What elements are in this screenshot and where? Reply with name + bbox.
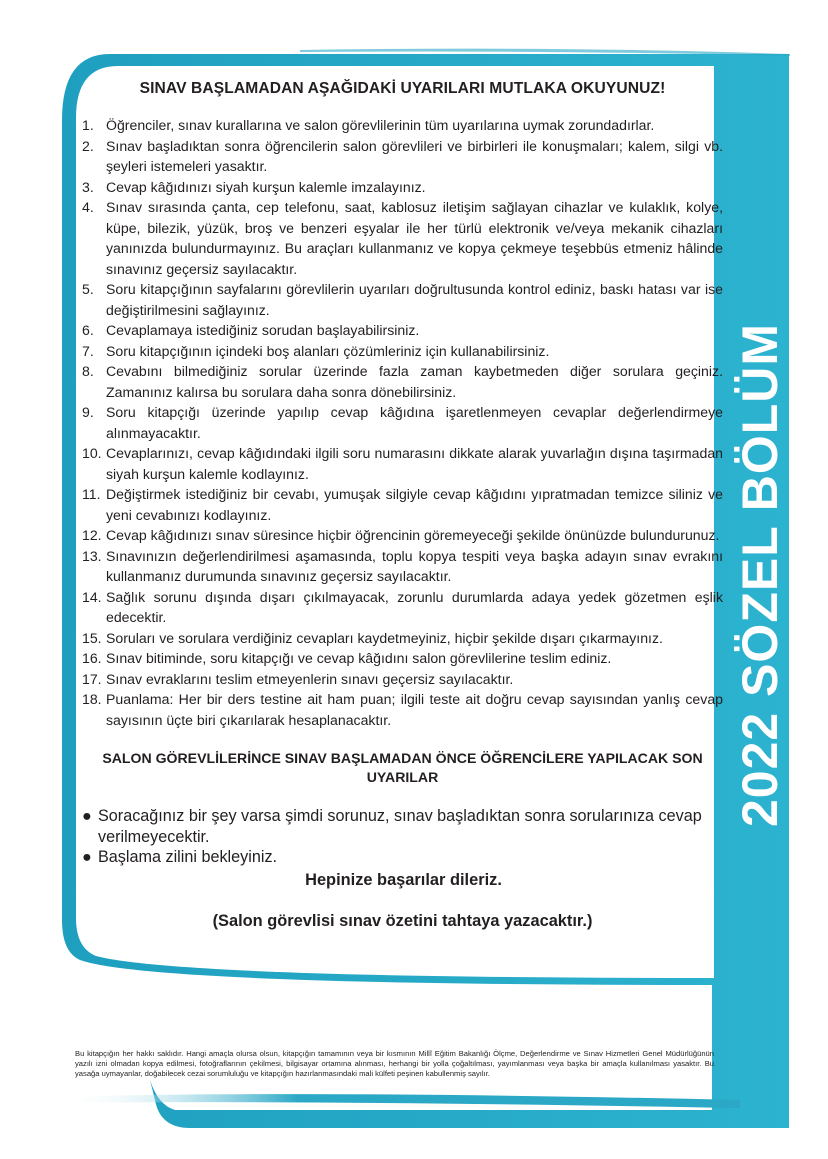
side-title-text: 2022 SÖZEL BÖLÜM (732, 322, 788, 828)
final-warnings-list (82, 806, 723, 868)
rule-item (82, 197, 723, 279)
rule-number: 4. (82, 199, 94, 215)
rule-item (82, 484, 723, 525)
rule-item (82, 587, 723, 628)
rule-number: 14. (82, 588, 102, 605)
rule-item (82, 177, 723, 198)
rule-text: Soruları ve sorulara verdiğiniz cevapları kaydetmeyiniz, hiçbir şekilde dışarı çıkarmayınız. (106, 629, 663, 646)
rule-text: Puanlama: Her bir ders testine ait ham puan; ilgili teste ait doğru cevap sayısından yanlış cevap sayısının üçte biri çıkarılarak hesaplanacaktır. (106, 691, 723, 728)
vertical-section-title (731, 305, 789, 845)
rule-number: 13. (82, 547, 102, 564)
rule-text: Cevaplarınızı, cevap kâğıdındaki ilgili soru numarasını dikkate alarak yuvarlağın dışına taşırmadan siyah kurşun kalemle kodlayınız. (106, 445, 723, 482)
rule-text: Sınav başladıktan sonra öğrencilerin salon görevlileri ve birbirleri ile konuşmaları; kalem, silgi vb. şeyleri istemeleri yasaktır. (106, 137, 723, 174)
rule-item (82, 689, 723, 730)
rule-text: Soru kitapçığının sayfalarını görevlilerin uyarıları doğrultusunda kontrol ediniz, baskı hatası var ise değiştirilmesini sağlayınız. (106, 281, 723, 318)
rule-number: 1. (82, 117, 94, 133)
main-heading: SINAV BAŞLAMADAN AŞAĞIDAKİ UYARILARI MUTLAKA OKUYUNUZ! (139, 80, 666, 97)
rule-number: 8. (82, 363, 94, 379)
closing-message: Hepinize başarılar dileriz. (305, 870, 502, 889)
rule-text: Cevabını bilmediğiniz sorular üzerinde fazla zaman kaybetmeden diğer sorulara geçiniz. Zamanınız kalırsa bu sorulara daha sonra dönebilirsiniz. (106, 363, 723, 400)
rule-text: Cevap kâğıdınızı siyah kurşun kalemle imzalayınız. (106, 178, 426, 195)
instructions-content (82, 80, 723, 931)
rule-item (82, 669, 723, 690)
rules-list (82, 115, 723, 730)
rule-item (82, 402, 723, 443)
rule-item (82, 628, 723, 649)
copyright-footer: Bu kitapçığın her hakkı saklıdır. Hangi amaçla olursa olsun, kitapçığın tamamının veya bir kısmının Millî Eğitim Bakanlığı Ölçme, Değerlendirme ve Sınav Hizmetleri Genel Müdürlüğünün yazılı izni olmadan kopya edilmesi, fotoğraflarının çekilmesi, bilgisayar ortamına alınması, herhangi bir yolla çoğaltılması, yayımlanması veya başka bir amaçla kullanılması yasaktır. Bu yasağa uymayanlar, doğabilecek cezai sorumluluğu ve kitapçığın hazırlanmasındaki mali külfeti peşinen kabullenmiş sayılır. (75, 1049, 714, 1078)
proctor-note: (Salon görevlisi sınav özetini tahtaya yazacaktır.) (212, 911, 593, 930)
bullet-dot-icon: ● (82, 848, 92, 866)
rule-text: Cevap kâğıdınızı sınav süresince hiçbir öğrencinin göremeyeceği şekilde önünüzde bulundurunuz. (106, 527, 720, 543)
rule-text: Sınav bitiminde, soru kitapçığı ve cevap kâğıdını salon görevlilerine teslim ediniz. (106, 650, 612, 666)
rule-number: 6. (82, 322, 94, 338)
warning-bullet-item (82, 847, 723, 868)
rule-text: Öğrenciler, sınav kurallarına ve salon görevlilerinin tüm uyarılarına uymak zorundadırlar. (106, 117, 655, 133)
rule-item (82, 341, 723, 362)
rule-item (82, 525, 723, 546)
rule-number: 10. (82, 445, 102, 461)
rule-text: Sağlık sorunu dışında dışarı çıkılmayacak, zorunlu durumlarda adaya yedek gözetmen eşlik edecektir. (106, 588, 723, 625)
rule-number: 7. (82, 342, 94, 359)
rule-number: 15. (82, 629, 102, 646)
rule-item (82, 546, 723, 587)
rule-item (82, 320, 723, 341)
rule-number: 18. (82, 691, 102, 707)
rule-text: Sınav sırasında çanta, cep telefonu, saat, kablosuz iletişim sağlayan cihazlar ve kulaklık, kolye, küpe, bilezik, yüzük, broş ve benzeri eşyalar ile her türlü elektronik ve/veya mekanik cihazları yanınızda bulundurmayınız. Bu araçları kullanmanız ve kopya çekmeye teşebbüs etmeniz hâlinde sınavınız geçersiz sayılacaktır. (106, 199, 723, 277)
rule-item (82, 361, 723, 402)
rule-number: 12. (82, 527, 102, 543)
rule-number: 3. (82, 178, 94, 195)
rule-text: Soru kitapçığının içindeki boş alanları çözümleriniz için kullanabilirsiniz. (106, 342, 550, 359)
final-warnings-heading: SALON GÖREVLİLERİNCE SINAV BAŞLAMADAN ÖNCE ÖĞRENCİLERE YAPILACAK SON UYARILAR (102, 750, 703, 785)
warning-bullet-item (82, 806, 723, 847)
rule-number: 16. (82, 650, 102, 666)
rule-text: Sınavınızın değerlendirilmesi aşamasında, toplu kopya tespiti veya başka adayın sınav evrakını kullanmanız durumunda sınavınız geçersiz sayılacaktır. (106, 547, 723, 584)
rule-text: Cevaplamaya istediğiniz sorudan başlayabilirsiniz. (106, 322, 420, 338)
rule-text: Değiştirmek istediğiniz bir cevabı, yumuşak silgiyle cevap kâğıdını yıpratmadan temizce siliniz ve yeni cevabınızı kodlayınız. (106, 486, 723, 523)
rule-item (82, 443, 723, 484)
rule-item (82, 279, 723, 320)
bullet-dot-icon: ● (82, 807, 92, 825)
rule-number: 11. (82, 486, 101, 502)
rule-item (82, 648, 723, 669)
rule-item (82, 115, 723, 136)
rule-number: 5. (82, 281, 94, 297)
rule-item (82, 136, 723, 177)
rule-text: Sınav evraklarını teslim etmeyenlerin sınavı geçersiz sayılacaktır. (106, 670, 514, 687)
rule-number: 9. (82, 404, 94, 420)
rule-number: 17. (82, 670, 102, 687)
bullet-text: Soracağınız bir şey varsa şimdi sorunuz, sınav başladıktan sonra sorularınıza cevap verilmeyecektir. (98, 807, 702, 846)
rule-number: 2. (82, 137, 94, 154)
rule-text: Soru kitapçığı üzerinde yapılıp cevap kâğıdına işaretlenmeyen cevaplar değerlendirmeye alınmayacaktır. (106, 404, 723, 441)
bullet-text: Başlama zilini bekleyiniz. (98, 848, 278, 866)
